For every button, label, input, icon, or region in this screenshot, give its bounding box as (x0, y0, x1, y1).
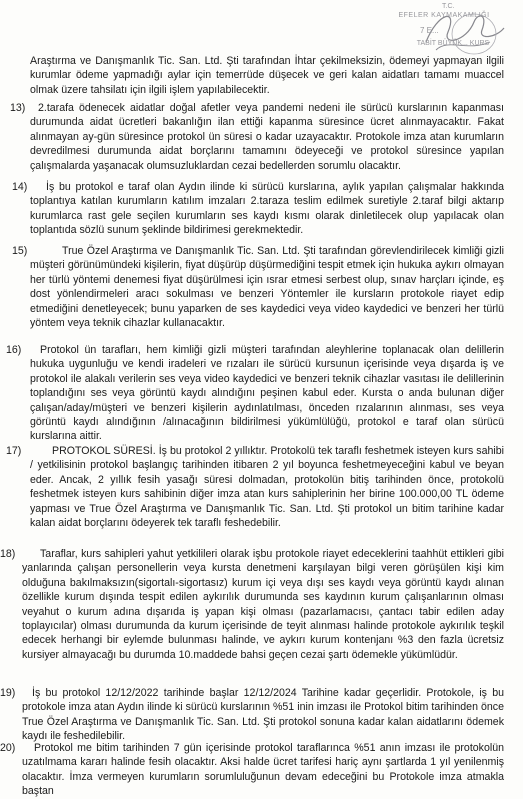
paragraph-number: 13) (10, 102, 26, 114)
paragraph-number: 15) (12, 245, 28, 257)
paragraph-number: 19) (0, 687, 16, 699)
stamp-line-3: 7 E... (420, 26, 439, 35)
stamp-line-4: TABİT BÜYÜK... KURS (416, 40, 490, 47)
paragraph-17 (30, 444, 504, 530)
paragraph-text: PROTOKOL SÜRESİ. İş bu protokol 2 yıllıktır. Protokolü tek taraflı feshetmek isteyen kurs sahibi / yetkilisinin protokol başlangıç tarihinden itibaren 2 yıl boyunca feshetmeyeceğini kabul ve beyan eder. Ancak, 2 yıllık fesih yasağı süresi dolmadan, protokolün bitiş tarihinden önce, protokolü feshetmek isteyen kurs sahibinin diğer imza atan kurs sahiplerinin her birine 100.000,00 TL ödeme yapması ve True Özel Araştırma ve Danışmanlık Tic. San. Ltd. Şti protokol un bitim tarihine kadar kalan aidat borçlarını ödeyerek tek taraflı feshedebilir. (30, 445, 504, 530)
paragraph-text: 2.tarafa ödenecek aidatlar doğal afetler veya pandemi nedeni ile sürücü kurslarının kapanması durumunda aidat ücretleri bakanlığın ilan ettiği kapanma süresince ücret alınmayacaktır. Fakat alınmayan ay-gün süresince protokol ün süresi o kadar uzayacaktır. Protokole imza atan kurumların devredilmesi durumunda aidat borçlarını tamamını ödeyeceği ve protokol süresince yapılan çalışmalarda yaşanacak olumsuzluklardan cezai bedellerden sorumlu olacaktır. (30, 102, 504, 172)
official-stamp (378, 2, 510, 58)
stamp-line-1: T.C. (442, 3, 455, 10)
paragraph-13 (30, 101, 504, 173)
paragraph-number: 17) (6, 445, 22, 457)
paragraph-text: Araştırma ve Danışmanlık Tic. San. Ltd. Şti tarafından İhtar çekilmeksizin, ödemeyi yapmayan ilgili kurumlar ödeme yapmadığı aylar için temerrüde düşecek ve geri kalan aidatları tamamı muaccel olmak üzere tahsilatı için ilgili işlem yapılabilecektir. (30, 55, 504, 96)
paragraph-number: 18) (0, 548, 16, 560)
paragraph-number: 16) (6, 344, 22, 356)
paragraph-15 (30, 244, 504, 330)
paragraph-text: İş bu protokol e taraf olan Aydın ilinde ki sürücü kurslarına, aylık yapılan çalışmalar hakkında toplantıya katılan kurumların katılım imzaları 2.taraza teslim edilmek suretiyle 2.taraf bilgi aktarıp kurumlarca rast gele seçilen kurumların ses kaydı kısmı olarak dinletilecek olup yapılacak olan toplantıda sözlü sunum şeklinde bildirimesi gerekmektedir. (30, 181, 504, 237)
paragraph-14 (30, 180, 504, 238)
paragraph-text: True Özel Araştırma ve Danışmanlık Tic. San. Ltd. Şti tarafından görevlendirilecek kimliği gizli müşteri görünümündeki kişilerin, fiyat düşürüp düşürmediğini tespit etmek için hukuka aykırı olmayan her türlü yöntemi denemesi fiyat düşürülmesi için ısrar etmesi serbest olup, sınav harçları içinde, eş dost yönlendirmeleri aracı sokulması ve benzeri Yöntemler ile kursların protokole riayet edip etmediğini denetleyecek; bunu yaparken de ses kaydedici veya video kaydedici ve benzeri her türlü yöntem veya teknik cihazlar kullanacaktır. (30, 245, 504, 330)
paragraph-text: Taraflar, kurs sahipleri yahut yetkilileri olarak işbu protokole riayet edeceklerini taahhüt ettikleri gibi yanlarında çalışan personellerin veya kursta denetmeni karşılayan bilgi veren görüşülen kişi kim olduğuna bakılmaksızın(sigortalı-sigortasız) kurum içi veya dışı ses kaydı veya görüntü kaydı alınan özellikle kurum dışında tespit edilen aykırılık durumunda ses kaydının kurum çalışanlarının olması veyahut o kurum adına dışarıda iş yapan kişi olması (pazarlamacısı, çantacı tabir edilen aday toplayıcılar) olması durumunda da kurum içerisinde de teyit alınması halinde protokole aykırılık teşkil edecek herhangi bir eylemde bulunması halinde, ve aykırı kurum kontenjanı %3 den fazla ücretsiz kursiyer almayacağı bu durumda 10.maddede bahsi geçen cezai şartı ödemekle yükümlüdür. (22, 548, 504, 661)
paragraph-19 (22, 686, 504, 744)
paragraph-text: Protokol ün tarafları, hem kimliği gizli müşteri tarafından aleyhlerine toplanacak olan delillerin hukuka uygunluğu ve kendi iradeleri ve rızaları ile sürücü kursunun içerisinde veya dışarda iş ve protokol ile alakalı verilerin ses veya video kaydedici ve benzeri teknik cihazlar vasıtası ile delillerinin toplandığını ses veya görüntü kaydı alındığını peşinen kabul eder. Kursta o anda bulunan diğer çalışan/aday/müşteri ve benzeri kişilerin aydınlatılması, önceden rızalarının alınması, ses veya görüntü kaydı alındığının /alınacağının bildirilmesi yükümlülüğü, protokol e taraf olan sürücü kurslarına aittir. (30, 344, 504, 443)
paragraph-18 (22, 547, 504, 662)
paragraph-20 (22, 741, 504, 799)
stamp-line-2: EFELER KAYMAKAMLIĞI (398, 12, 490, 19)
paragraph-16 (30, 343, 504, 444)
paragraph-number: 14) (12, 181, 28, 193)
paragraph-text: Protokol me bitim tarihinden 7 gün içerisinde protokol taraflarınca %51 anın imzası ile protokolün uzatılmama kararı halinde fesih olacaktır. Aksi halde ücret tarifesi hariç aynı şartlarda 1 yıl yenilenmiş olacaktır. İmza vermeyen kurumların sorumluluğunun devam edeceğini bu Protokole imza atmakla baştan (22, 742, 504, 798)
paragraph-12-continued (30, 54, 504, 97)
paragraph-text: İş bu protokol 12/12/2022 tarihinde başlar 12/12/2024 Tarihine kadar geçerlidir. Protokole, iş bu protokole imza atan Aydın ilinde ki sürücü kurslarının %51 inin imzası ile Protokol bitim tarihinden önce True Özel Araştırma ve Danışmanlık Tic. San. Ltd. Şti protokol sonuna kadar kalan aidatlarını ödemek kaydı ile feshedilebilir. (22, 687, 504, 743)
paragraph-number: 20) (0, 742, 16, 754)
